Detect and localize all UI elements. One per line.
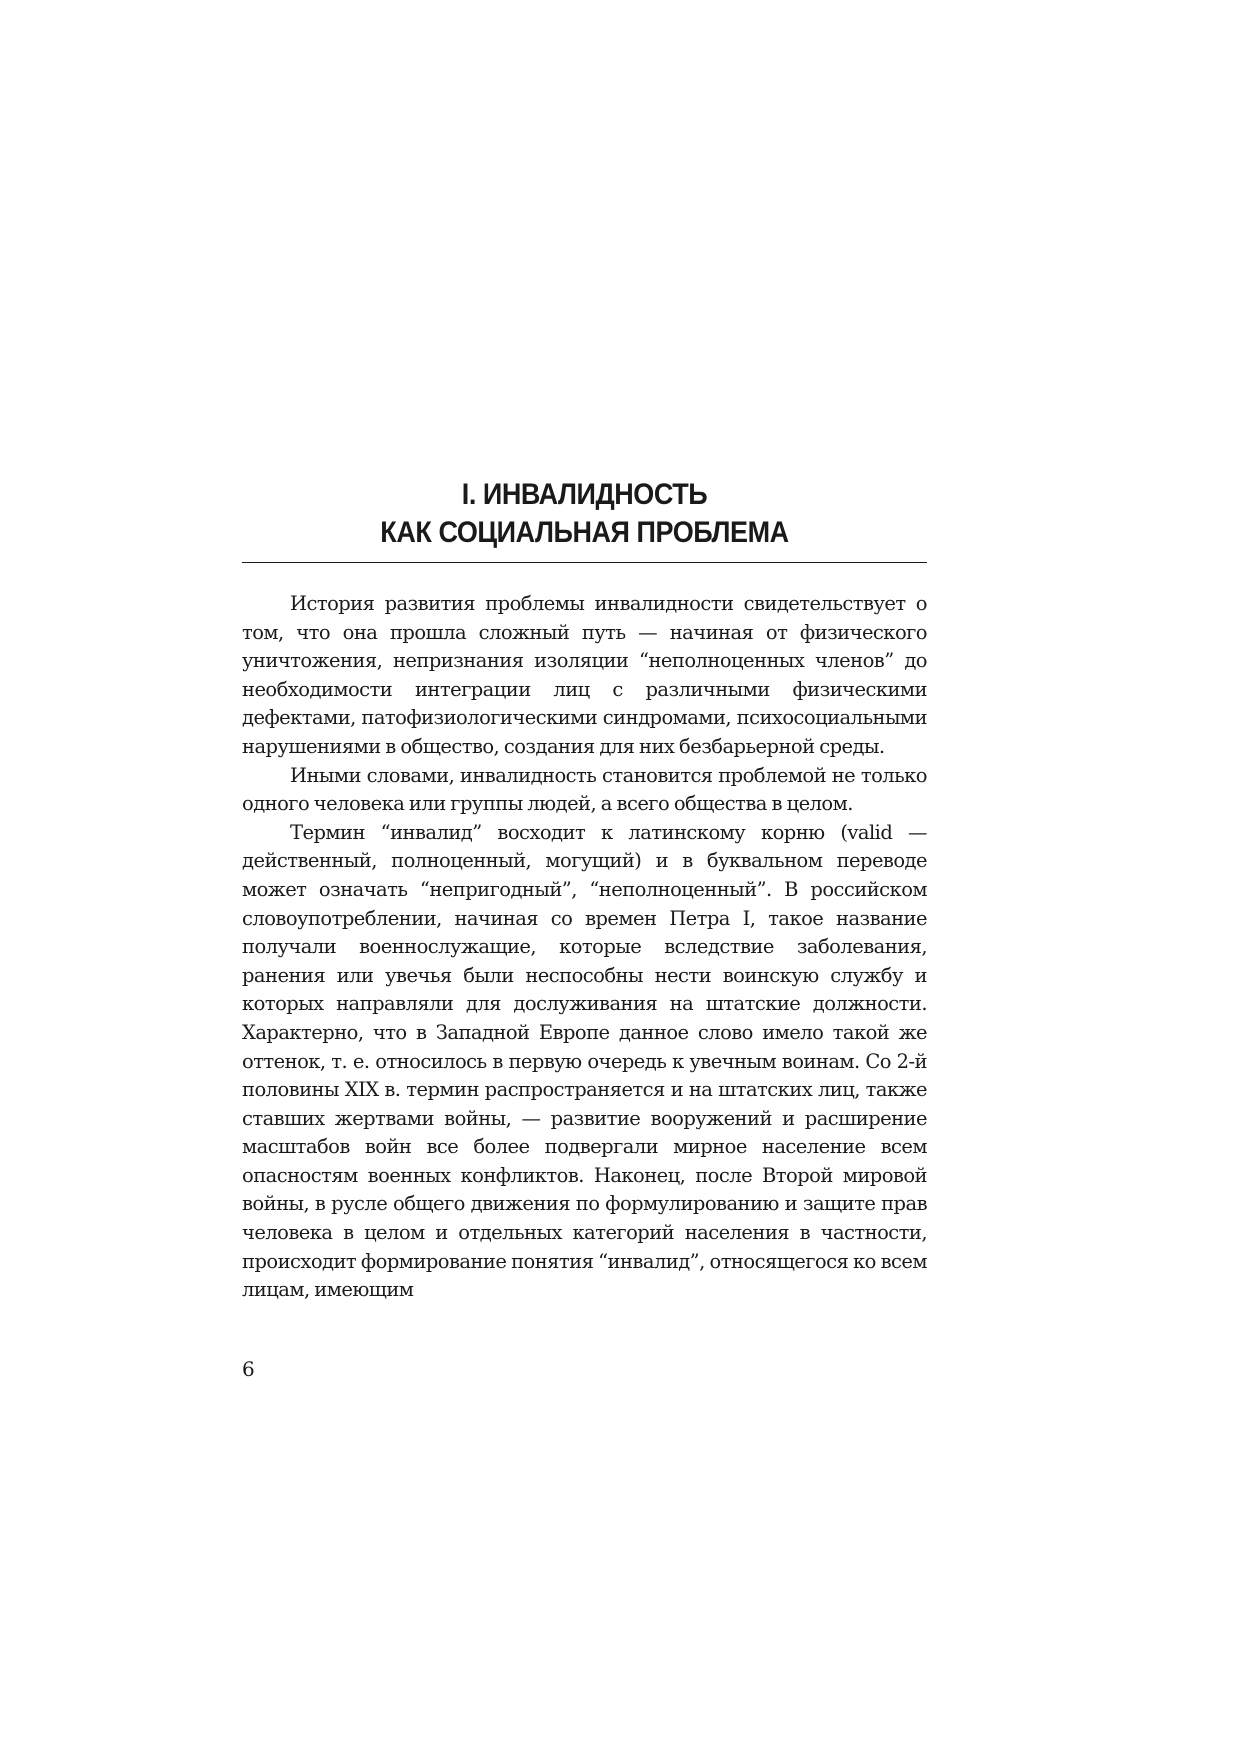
chapter-title-line-1: I. ИНВАЛИДНОСТЬ (461, 478, 708, 511)
heading-divider (242, 562, 927, 563)
paragraph-2: Иными словами, инвалидность становится проблемой не только одного человека или группы людей, а всего общества в целом. (242, 763, 927, 816)
page-number: 6 (242, 1357, 255, 1381)
body-text (242, 590, 927, 1305)
chapter-title-line-2: КАК СОЦИАЛЬНАЯ ПРОБЛЕМА (380, 516, 789, 549)
paragraph-1: История развития проблемы инвалидности свидетельствует о том, что она прошла сложный путь — начиная от физического уничтожения, непризнания изоляции “неполноценных членов” до необходимости интеграции лиц с различными физическими дефектами, патофизиологическими синдромами, психосоциальными нарушениями в общество, создания для них безбарьерной среды. (242, 592, 927, 758)
paragraph-3: Термин “инвалид” восходит к латинскому корню (valid — действенный, полноценный, могущий) и в буквальном переводе может означать “непригодный”, “неполноценный”. В российском словоупотреблении, начиная со времен Петра I, такое название получали военнослужащие, которые вследствие заболевания, ранения или увечья были неспособны нести воинскую службу и которых направляли для дослуживания на штатские должности. Характерно, что в Западной Европе данное слово имело такой же оттенок, т. е. относилось в первую очередь к увечным воинам. Со 2-й половины XIX в. термин распространяется и на штатских лиц, также ставших жертвами войны, — развитие вооружений и расширение масштабов войн все более подвергали мирное население всем опасностям военных конфликтов. Наконец, после Второй мировой войны, в русле общего движения по формулированию и защите прав человека в целом и отдельных категорий населения в частности, происходит формирование понятия “инвалид”, относящегося ко всем лицам, имеющим (242, 820, 927, 1302)
chapter-title (276, 476, 893, 552)
page-content (242, 476, 927, 1305)
